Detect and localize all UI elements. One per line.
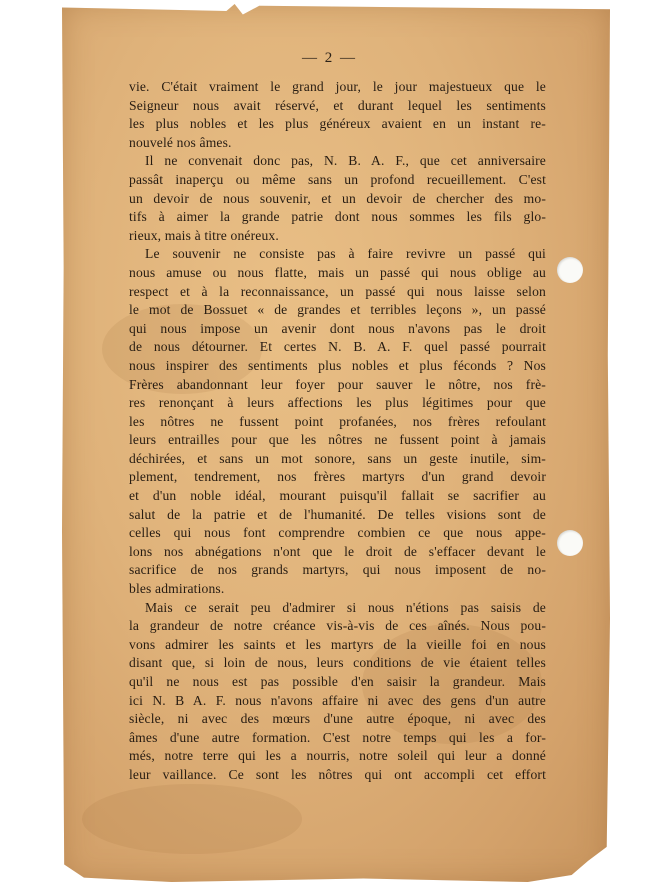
text-line: celles qui nous font comprendre combien ce que nous appe- — [129, 525, 546, 541]
text-line: sacrifice de nos grands martyrs, qui nous imposent de no- — [129, 562, 546, 578]
text-line: rieux, mais à titre onéreux. — [129, 227, 279, 243]
text-line: més, notre terre qui les a nourris, notre soleil qui leur a donné — [129, 748, 546, 764]
text-line: nous amuse ou nous flatte, mais un passé qui nous oblige au — [129, 264, 546, 280]
text-line: qui nous impose un avenir dont nous n'avons pas le droit — [129, 320, 546, 336]
page-number: — 2 — — [302, 50, 357, 66]
text-line: les plus nobles et les plus généreux avaient en un instant re- — [129, 116, 546, 132]
text-line: la grandeur de notre créance vis-à-vis de ces aînés. Nous pou- — [129, 618, 546, 634]
text-line: salut de la patrie et de l'humanité. De telles visions sont de — [129, 506, 546, 522]
text-line: déchirées, et sans un mot sonore, sans un geste inutile, sim- — [129, 450, 546, 466]
text-line: res renonçant à leurs affections les plus légitimes pour que — [129, 395, 546, 411]
text-line: Mais ce serait peu d'admirer si nous n'étions pas saisis de — [145, 599, 546, 615]
text-line: les nôtres ne fussent point profanées, nos frères refoulant — [129, 413, 546, 429]
text-line: leur vaillance. Ce sont les nôtres qui ont accompli cet effort — [129, 766, 546, 782]
text-line: le mot de Bossuet « de grandes et terribles leçons », un passé — [129, 302, 546, 318]
text-line: respect et à la reconnaissance, un passé qui nous laisse selon — [129, 283, 546, 299]
text-line: bles admirations. — [129, 581, 225, 597]
text-line: plement, tendrement, nos frères martyrs d'un grand devoir — [129, 469, 546, 485]
text-line: un devoir de nous souvenir, et un devoir de chercher des mo- — [129, 190, 546, 206]
punch-hole-bottom — [557, 530, 583, 556]
text-line: Le souvenir ne consiste pas à faire revivre un passé qui — [145, 246, 546, 262]
text-line: nous inspirer des sentiments plus nobles et plus féconds ? Nos — [129, 357, 546, 373]
body-text — [129, 78, 546, 785]
text-line: siècle, ni avec des mœurs d'une autre époque, ni avec des — [129, 711, 546, 727]
text-line: de nous détourner. Et certes N. B. A. F. quel passé pourrait — [129, 339, 546, 355]
text-line: disant que, si loin de nous, leurs conditions de vie étaient telles — [129, 655, 546, 671]
text-line: vie. C'était vraiment le grand jour, le jour majestueux que le — [129, 79, 546, 94]
text-line: qu'il ne nous est pas possible d'en saisir la grandeur. Mais — [129, 674, 546, 689]
text-line: lons nos abnégations n'ont que le droit de s'effacer devant le — [129, 543, 546, 559]
text-line: et d'un noble idéal, mourant puisqu'il fallait se sacrifier au — [129, 488, 546, 504]
text-line: passât inaperçu ou même sans un profond recueillement. C'est — [129, 171, 546, 187]
text-line: Frères abandonnant leur foyer pour sauver le nôtre, nos frè- — [129, 376, 546, 392]
text-line: âmes d'une autre formation. C'est notre temps qui les a for- — [129, 729, 546, 745]
text-line: Il ne convenait donc pas, N. B. A. F., que cet anniversaire — [145, 153, 546, 169]
text-line: ici N. B A. F. nous n'avons affaire ni avec des gens d'un autre — [129, 692, 546, 708]
punch-hole-top — [557, 257, 583, 283]
text-line: tifs à aimer la grande patrie dont nous sommes les fils glo- — [129, 209, 546, 225]
text-line: leurs entrailles pour que les nôtres ne fussent point à jamais — [129, 432, 546, 448]
text-line: nouvelé nos âmes. — [129, 134, 232, 150]
text-line: vons admirer les saints et les martyrs de la vieille foi en nous — [129, 636, 546, 652]
text-line: Seigneur nous avait réservé, et durant lequel les sentiments — [129, 97, 546, 113]
paper-stain — [82, 784, 302, 854]
